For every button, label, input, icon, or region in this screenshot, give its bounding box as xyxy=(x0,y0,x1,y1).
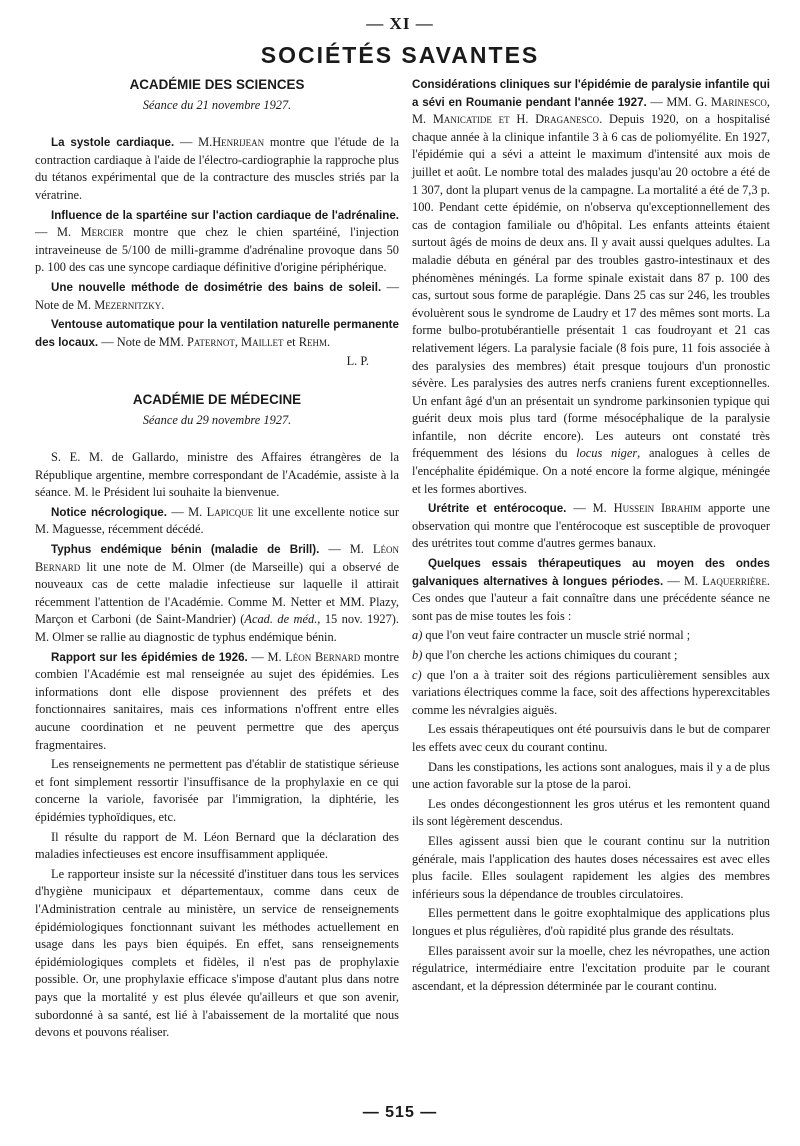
text: — Note de M. xyxy=(35,279,399,312)
paragraph-uterus: Les ondes décongestionnent les gros utérus et les remontent quand ils sont légèrement descendus. xyxy=(412,796,770,829)
author-name: Léon Bernard xyxy=(285,649,361,664)
author-name: Paternot xyxy=(186,334,235,349)
author-name: Maillet xyxy=(241,334,284,349)
paragraph-renseignements: Les renseignements ne permettent pas d'établir de statistique sérieuse et font simplement ressortir l'insuffisance de la prophylaxie en ce qui concerne la variole, favorisée par l'immigration, la diphtérie, les épidémies typhoïdiques, etc. xyxy=(35,757,399,824)
paragraph-rapport-epidemies xyxy=(35,649,399,755)
author-name: Hussein Ibrahim xyxy=(613,501,702,516)
text: montre que chez le chien spartéiné, l'injection intraveineuse de 5/100 de milli-gramme d'adrénaline provoque dans 50 p. 100 des cas une syncope cardiaque définitive d'origine périphérique. xyxy=(35,225,399,275)
list-label: a) xyxy=(412,628,423,643)
text: . Depuis 1920, on a hospitalisé chaque année à la clinique infantile 3 à 6 cas de poliomyélite. En 1927, l'épidémie qui a sévi a atteint le maximum d'intensité aux mois de juillet et août. Le nombre total des malades jusqu'au 20 octobre a été de 1 307, dont la plupart venus de la campagne. La mortalité a été de 7,3 p. 100. Pendant cette épidémie, on n'observa qu'exceptionnellement des cas de contagion familiale ou d'hôpital. Les enfants atteints étaient surtout âgés de moins de deux ans. Il y avait aussi quelques adultes. La maladie débuta en général par des troubles gastro-intestinaux et des phénomènes méningés. La forme spinale existait dans 87 p. 100 des cas, surtout sous forme de paraplégie. Dans 25 cas sur 246, les troubles évoluèrent sous le syndrome de Laudry et 17 des mêmes sont morts. La forme bulbo-protubérantielle présentait 1 cas foudroyant et 21 cas relativement légers. La paralysie faciale (8 fois pure, 11 fois associée à des paralysies des membres) était presque toujours d'un pronostic sévère. Les paralysies des autres nerfs craniens furent exceptionnelles. Un enfant âgé d'un an présentait un syndrome parkinsonien typique qui guérit deux mois plus tard (forme mésocéphalique de la paralysie infantile, non décrite encore). Les auteurs ont constaté très fréquemment des lésions du xyxy=(412,112,770,461)
rubric: Rapport sur les épidémies de 1926. xyxy=(51,650,248,664)
author-name: Henrijean xyxy=(212,135,265,150)
paragraph-sparteine xyxy=(35,207,399,277)
paragraph-ondes-galvaniques xyxy=(412,555,770,625)
text: , analogues à celles de l'encéphalite épidémique. On a noté encore la forme algique, méningée et les formes abortives. xyxy=(412,446,770,496)
author-name: Laquerrière xyxy=(702,573,767,588)
text: — M. xyxy=(319,542,373,557)
rubric: Considérations cliniques sur l'épidémie de paralysie infantile qui a sévi en Roumanie pendant l'année 1927. xyxy=(412,78,770,109)
session-date-sciences: Séance du 21 novembre 1927. xyxy=(142,97,292,112)
paragraph-paralysie-infantile xyxy=(412,76,770,498)
paragraph-nutrition: Elles agissent aussi bien que le courant continu sur la nutrition générale, mais l'application des hautes doses nécessaires est avec elles plus facile. Elles soulagent rapidement les algies des membres inférieurs sous la dépendance de troubles circulatoires. xyxy=(412,833,770,901)
text: , xyxy=(234,334,242,349)
text: apporte une observation qui montre que l'entérocoque est susceptible de provoquer des urétrites tout comme d'autres germes banaux. xyxy=(412,501,770,551)
paragraph-declaration: Il résulte du rapport de M. Léon Bernard que la déclaration des maladies infectieuses est encore insuffisamment appliquée. xyxy=(35,829,399,862)
page-title: SOCIÉTÉS SAVANTES xyxy=(260,42,540,68)
paragraph-systole xyxy=(35,134,399,204)
rubric: Typhus endémique bénin (maladie de Brill). xyxy=(51,543,320,557)
session-date-medecine: Séance du 29 novembre 1927. xyxy=(142,412,292,427)
signature: L. P. xyxy=(346,354,369,369)
text: , 15 nov. 1927). M. Olmer se rallie au diagnostic de typhus endémique bénin. xyxy=(35,612,400,645)
text: . xyxy=(161,297,165,312)
text: que l'on veut faire contracter un muscle strié normal ; xyxy=(422,628,691,643)
rubric: Notice nécrologique. xyxy=(51,505,167,519)
rubric: Influence de la spartéine sur l'action cardiaque de l'adrénaline. xyxy=(51,208,399,222)
text: et xyxy=(283,334,299,349)
paragraph-ventouse xyxy=(35,316,399,351)
author-names: G. Marinesco, M. Manicatide et H. Draganesco xyxy=(412,94,771,127)
text: — M. xyxy=(247,649,286,664)
text: lit une excellente notice sur M. Maguesse, récemment décédé. xyxy=(35,504,399,537)
latin-term: locus niger xyxy=(576,446,638,461)
paragraph-uretrite xyxy=(412,500,770,553)
text: que l'on a à traiter soit des régions particulièrement sensibles aux variations électriques comme la face, soit des affections hyperexcitables comme les névralgies aiguës. xyxy=(412,667,770,717)
text: — M. xyxy=(566,501,614,516)
text: . xyxy=(326,334,331,349)
paragraph-moelle: Elles paraissent avoir sur la moelle, chez les névropathes, une action régulatrice, intermédiaire entre l'excitation produite par le courant ascendant, et la dépression déterminée par le courant continu. xyxy=(412,943,770,993)
list-label: b) xyxy=(412,648,423,662)
author-name: Léon Bernard xyxy=(35,542,399,574)
author-name: Lapicque xyxy=(206,504,254,519)
paragraph-typhus xyxy=(35,541,399,647)
paragraph-constipations: Dans les constipations, les actions sont analogues, mais il y a de plus une action favorable sur la ptose de la paroi. xyxy=(412,759,770,792)
text: — M. xyxy=(35,225,81,240)
page-number-roman: — XI — xyxy=(366,14,434,33)
paragraph-rapporteur: Le rapporteur insiste sur la nécessité d'instituer dans tous les services d'hygiène municipaux et départementaux, comme dans ceux de l'Administration centrale au ministère, un service de renseignements épidémiologiques fonctionnant suivant les méthodes actuellement en usage dans les pays bien équipés. En effet, sans renseignements épidémiologiques complets et fidèles, il n'est pas de prophylaxie possible. Or, une prophylaxie efficace s'impose d'autant plus dans notre pays que la mortalité y est plus élevée qu'ailleurs et que son avenir, subordonné à sa santé, est lié à l'abaissement de la mortalité que nous devons et pouvons réaliser. xyxy=(35,866,399,1040)
text: montre que l'étude de la contraction cardiaque à l'aide de l'électro-cardiographie la rapproche plus du tétanos expérimental que de la contracture des muscles striés par la vératrine. xyxy=(35,135,400,202)
list-item-a xyxy=(412,627,770,645)
text: — Note de MM. xyxy=(98,334,187,349)
rubric: La systole cardiaque. xyxy=(51,136,175,150)
text: que l'on cherche les actions chimiques du courant ; xyxy=(422,648,678,662)
rubric: Urétrite et entérocoque. xyxy=(428,502,567,516)
text: — M. xyxy=(174,135,213,150)
section-heading-sciences: ACADÉMIE DES SCIENCES xyxy=(129,77,305,92)
paragraph-necrologie xyxy=(35,504,399,539)
text: . Ces ondes que l'auteur a fait connaître dans une précédente séance ne sont pas de mise toutes les fois : xyxy=(412,573,770,623)
text: — M. xyxy=(663,573,703,588)
rubric: Quelques essais thérapeutiques au moyen des ondes galvaniques alternatives à longues périodes. xyxy=(412,557,770,588)
paragraph-essais: Les essais thérapeutiques ont été poursuivis dans le but de comparer les effets avec ceux du courant continu. xyxy=(412,722,770,754)
citation: Acad. de méd. xyxy=(244,612,318,627)
page-number: — 515 — xyxy=(362,1104,438,1121)
left-column xyxy=(35,76,399,1044)
author-name: Mercier xyxy=(80,225,124,240)
rubric: Une nouvelle méthode de dosimétrie des bains de soleil. xyxy=(51,280,382,294)
text: — M. xyxy=(166,504,207,519)
section-heading-medecine: ACADÉMIE DE MÉDECINE xyxy=(132,391,302,407)
list-item-c xyxy=(412,667,770,720)
list-label: c) xyxy=(412,667,422,682)
text: — MM. xyxy=(646,94,696,109)
list-item-b xyxy=(412,647,770,665)
text: montre combien l'Académie est mal renseignée au sujet des épidémies. Les informations dont elle dispose proviennent des préfets et des fonctionnaires sanitaires, mais ces informations n'offrent entre elles aucune coordination et ne peuvent permettre que des aperçus fragmentaires. xyxy=(35,649,399,752)
author-name: Mezernitzky xyxy=(94,297,162,312)
paragraph-goitre: Elles permettent dans le goitre exophtalmique des applications plus longues et plus régulières, d'où rapidité plus grande des résultats. xyxy=(412,906,770,938)
text: lit une note de M. Olmer (de Marseille) qui a observé de nouveaux cas de cette maladie infectieuse sur laquelle il attirait récemment l'attention de l'Académie. Comme M. Netter et MM. Plazy, Marçon et Carboni (de Saint-Mandrier) ( xyxy=(35,559,399,627)
author-name: Rehm xyxy=(298,334,327,349)
right-column xyxy=(412,76,770,997)
paragraph-gallardo: S. E. M. de Gallardo, ministre des Affaires étrangères de la République argentine, membre correspondant de l'Académie, assiste à la séance. M. le Président lui souhaite la bienvenue. xyxy=(35,450,399,500)
rubric: Ventouse automatique pour la ventilation naturelle permanente des locaux. xyxy=(35,318,399,349)
paragraph-dosimetrie xyxy=(35,279,399,314)
